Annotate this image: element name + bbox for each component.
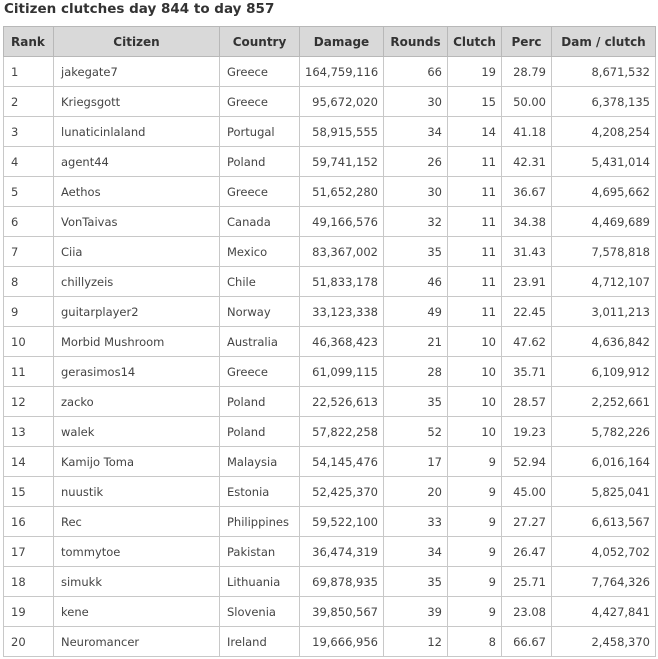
cell-perc: 45.00 — [502, 477, 552, 507]
cell-dam-per-clutch: 6,613,567 — [552, 507, 656, 537]
cell-dam-per-clutch: 7,578,818 — [552, 237, 656, 267]
cell-citizen: nuustik — [54, 477, 220, 507]
cell-dam-per-clutch: 4,427,841 — [552, 597, 656, 627]
cell-dam-per-clutch: 6,016,164 — [552, 447, 656, 477]
column-header-citizen: Citizen — [54, 27, 220, 57]
cell-citizen: Ciia — [54, 237, 220, 267]
cell-country: Slovenia — [220, 597, 300, 627]
cell-clutch: 9 — [448, 447, 502, 477]
cell-dam-per-clutch: 7,764,326 — [552, 567, 656, 597]
column-header-country: Country — [220, 27, 300, 57]
cell-rank: 19 — [4, 597, 54, 627]
cell-perc: 28.57 — [502, 387, 552, 417]
cell-country: Chile — [220, 267, 300, 297]
table-row — [4, 477, 656, 507]
cell-dam-per-clutch: 6,109,912 — [552, 357, 656, 387]
cell-country: Norway — [220, 297, 300, 327]
cell-rounds: 30 — [384, 87, 448, 117]
table-row — [4, 57, 656, 87]
cell-citizen: chillyzeis — [54, 267, 220, 297]
cell-clutch: 9 — [448, 507, 502, 537]
table-row — [4, 267, 656, 297]
column-header-rounds: Rounds — [384, 27, 448, 57]
cell-country: Greece — [220, 87, 300, 117]
cell-dam-per-clutch: 8,671,532 — [552, 57, 656, 87]
cell-damage: 33,123,338 — [300, 297, 384, 327]
cell-perc: 25.71 — [502, 567, 552, 597]
cell-rank: 8 — [4, 267, 54, 297]
cell-rank: 13 — [4, 417, 54, 447]
cell-perc: 36.67 — [502, 177, 552, 207]
cell-rank: 1 — [4, 57, 54, 87]
cell-clutch: 10 — [448, 357, 502, 387]
table-row — [4, 627, 656, 657]
cell-clutch: 11 — [448, 177, 502, 207]
cell-country: Lithuania — [220, 567, 300, 597]
cell-damage: 69,878,935 — [300, 567, 384, 597]
cell-country: Greece — [220, 57, 300, 87]
column-header-rank: Rank — [4, 27, 54, 57]
table-row — [4, 237, 656, 267]
cell-damage: 164,759,116 — [300, 57, 384, 87]
cell-perc: 52.94 — [502, 447, 552, 477]
cell-dam-per-clutch: 5,825,041 — [552, 477, 656, 507]
cell-damage: 46,368,423 — [300, 327, 384, 357]
cell-perc: 19.23 — [502, 417, 552, 447]
table-row — [4, 537, 656, 567]
cell-citizen: Rec — [54, 507, 220, 537]
cell-rounds: 26 — [384, 147, 448, 177]
cell-rank: 3 — [4, 117, 54, 147]
cell-rounds: 12 — [384, 627, 448, 657]
table-row — [4, 507, 656, 537]
cell-perc: 26.47 — [502, 537, 552, 567]
table-row — [4, 357, 656, 387]
cell-dam-per-clutch: 6,378,135 — [552, 87, 656, 117]
cell-citizen: simukk — [54, 567, 220, 597]
header-row — [4, 27, 656, 57]
table-row — [4, 147, 656, 177]
cell-clutch: 10 — [448, 327, 502, 357]
table-row — [4, 447, 656, 477]
table-header — [4, 27, 656, 57]
cell-rounds: 49 — [384, 297, 448, 327]
cell-clutch: 10 — [448, 417, 502, 447]
cell-citizen: kene — [54, 597, 220, 627]
table-row — [4, 297, 656, 327]
cell-rank: 5 — [4, 177, 54, 207]
cell-citizen: Aethos — [54, 177, 220, 207]
cell-rounds: 20 — [384, 477, 448, 507]
table-row — [4, 417, 656, 447]
cell-country: Mexico — [220, 237, 300, 267]
table-row — [4, 387, 656, 417]
cell-clutch: 11 — [448, 207, 502, 237]
cell-damage: 49,166,576 — [300, 207, 384, 237]
cell-rounds: 35 — [384, 387, 448, 417]
cell-country: Portugal — [220, 117, 300, 147]
cell-perc: 27.27 — [502, 507, 552, 537]
cell-country: Malaysia — [220, 447, 300, 477]
cell-damage: 22,526,613 — [300, 387, 384, 417]
cell-clutch: 11 — [448, 267, 502, 297]
cell-perc: 22.45 — [502, 297, 552, 327]
cell-damage: 36,474,319 — [300, 537, 384, 567]
column-header-dam-per-clutch: Dam / clutch — [552, 27, 656, 57]
cell-damage: 19,666,956 — [300, 627, 384, 657]
column-header-clutch: Clutch — [448, 27, 502, 57]
cell-dam-per-clutch: 4,636,842 — [552, 327, 656, 357]
column-header-damage: Damage — [300, 27, 384, 57]
cell-rounds: 33 — [384, 507, 448, 537]
table-row — [4, 117, 656, 147]
cell-citizen: agent44 — [54, 147, 220, 177]
cell-rank: 7 — [4, 237, 54, 267]
cell-perc: 66.67 — [502, 627, 552, 657]
cell-citizen: gerasimos14 — [54, 357, 220, 387]
table-row — [4, 207, 656, 237]
cell-dam-per-clutch: 4,712,107 — [552, 267, 656, 297]
cell-rounds: 34 — [384, 537, 448, 567]
cell-dam-per-clutch: 4,052,702 — [552, 537, 656, 567]
cell-country: Canada — [220, 207, 300, 237]
cell-damage: 54,145,476 — [300, 447, 384, 477]
cell-damage: 51,652,280 — [300, 177, 384, 207]
cell-citizen: tommytoe — [54, 537, 220, 567]
table-row — [4, 87, 656, 117]
table-row — [4, 177, 656, 207]
table-row — [4, 597, 656, 627]
cell-citizen: walek — [54, 417, 220, 447]
cell-perc: 28.79 — [502, 57, 552, 87]
cell-perc: 35.71 — [502, 357, 552, 387]
cell-rounds: 21 — [384, 327, 448, 357]
cell-country: Pakistan — [220, 537, 300, 567]
cell-rank: 15 — [4, 477, 54, 507]
table-row — [4, 567, 656, 597]
cell-clutch: 11 — [448, 297, 502, 327]
table-body — [4, 57, 656, 657]
cell-rounds: 17 — [384, 447, 448, 477]
cell-dam-per-clutch: 3,011,213 — [552, 297, 656, 327]
cell-perc: 47.62 — [502, 327, 552, 357]
cell-rounds: 28 — [384, 357, 448, 387]
cell-rounds: 46 — [384, 267, 448, 297]
cell-perc: 23.91 — [502, 267, 552, 297]
cell-citizen: zacko — [54, 387, 220, 417]
cell-rounds: 35 — [384, 237, 448, 267]
cell-citizen: lunaticinlaland — [54, 117, 220, 147]
page-title: Citizen clutches day 844 to day 857 — [4, 1, 275, 17]
cell-perc: 31.43 — [502, 237, 552, 267]
cell-perc: 42.31 — [502, 147, 552, 177]
cell-perc: 50.00 — [502, 87, 552, 117]
cell-citizen: Kamijo Toma — [54, 447, 220, 477]
cell-clutch: 9 — [448, 567, 502, 597]
cell-clutch: 14 — [448, 117, 502, 147]
cell-rounds: 52 — [384, 417, 448, 447]
table-row — [4, 327, 656, 357]
cell-damage: 59,741,152 — [300, 147, 384, 177]
cell-country: Greece — [220, 357, 300, 387]
cell-damage: 58,915,555 — [300, 117, 384, 147]
cell-rank: 17 — [4, 537, 54, 567]
clutch-table — [3, 26, 656, 657]
cell-damage: 57,822,258 — [300, 417, 384, 447]
cell-rank: 14 — [4, 447, 54, 477]
cell-rounds: 34 — [384, 117, 448, 147]
cell-clutch: 19 — [448, 57, 502, 87]
cell-rounds: 32 — [384, 207, 448, 237]
cell-clutch: 9 — [448, 597, 502, 627]
cell-clutch: 15 — [448, 87, 502, 117]
cell-clutch: 10 — [448, 387, 502, 417]
cell-perc: 23.08 — [502, 597, 552, 627]
cell-rank: 20 — [4, 627, 54, 657]
cell-rounds: 30 — [384, 177, 448, 207]
cell-rounds: 39 — [384, 597, 448, 627]
cell-damage: 59,522,100 — [300, 507, 384, 537]
column-header-perc: Perc — [502, 27, 552, 57]
cell-rounds: 35 — [384, 567, 448, 597]
cell-damage: 39,850,567 — [300, 597, 384, 627]
cell-rounds: 66 — [384, 57, 448, 87]
cell-rank: 2 — [4, 87, 54, 117]
cell-perc: 41.18 — [502, 117, 552, 147]
cell-dam-per-clutch: 4,695,662 — [552, 177, 656, 207]
cell-country: Greece — [220, 177, 300, 207]
cell-country: Ireland — [220, 627, 300, 657]
cell-rank: 4 — [4, 147, 54, 177]
cell-country: Poland — [220, 147, 300, 177]
cell-rank: 18 — [4, 567, 54, 597]
cell-perc: 34.38 — [502, 207, 552, 237]
cell-damage: 52,425,370 — [300, 477, 384, 507]
cell-citizen: guitarplayer2 — [54, 297, 220, 327]
cell-country: Poland — [220, 417, 300, 447]
cell-citizen: jakegate7 — [54, 57, 220, 87]
cell-rank: 6 — [4, 207, 54, 237]
cell-damage: 95,672,020 — [300, 87, 384, 117]
cell-dam-per-clutch: 2,458,370 — [552, 627, 656, 657]
cell-citizen: Kriegsgott — [54, 87, 220, 117]
cell-damage: 51,833,178 — [300, 267, 384, 297]
cell-dam-per-clutch: 5,782,226 — [552, 417, 656, 447]
cell-rank: 10 — [4, 327, 54, 357]
cell-clutch: 8 — [448, 627, 502, 657]
cell-dam-per-clutch: 5,431,014 — [552, 147, 656, 177]
cell-dam-per-clutch: 2,252,661 — [552, 387, 656, 417]
cell-country: Poland — [220, 387, 300, 417]
cell-damage: 83,367,002 — [300, 237, 384, 267]
cell-country: Estonia — [220, 477, 300, 507]
cell-clutch: 9 — [448, 537, 502, 567]
cell-clutch: 11 — [448, 237, 502, 267]
cell-citizen: Morbid Mushroom — [54, 327, 220, 357]
cell-citizen: Neuromancer — [54, 627, 220, 657]
cell-citizen: VonTaivas — [54, 207, 220, 237]
cell-country: Philippines — [220, 507, 300, 537]
cell-country: Australia — [220, 327, 300, 357]
cell-rank: 16 — [4, 507, 54, 537]
cell-clutch: 9 — [448, 477, 502, 507]
cell-rank: 12 — [4, 387, 54, 417]
cell-rank: 9 — [4, 297, 54, 327]
cell-clutch: 11 — [448, 147, 502, 177]
cell-rank: 11 — [4, 357, 54, 387]
cell-dam-per-clutch: 4,208,254 — [552, 117, 656, 147]
cell-dam-per-clutch: 4,469,689 — [552, 207, 656, 237]
cell-damage: 61,099,115 — [300, 357, 384, 387]
